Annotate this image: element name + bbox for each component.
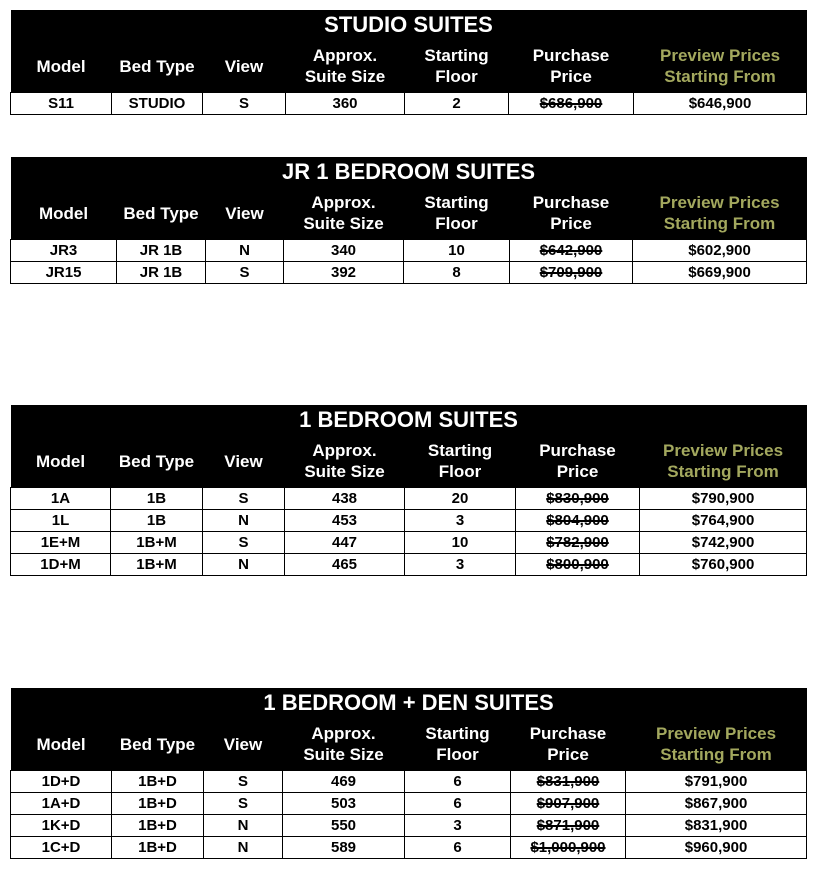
view-header: View [203,435,285,488]
view-cell: N [204,815,283,837]
section-title: STUDIO SUITES [11,10,807,40]
view-header: View [203,40,286,93]
suite-size-header-line1: Approx. [311,193,376,212]
floor-header [404,187,510,240]
bed-type-cell: 1B+D [112,837,204,859]
suite-size-cell: 469 [283,771,405,793]
floor-cell: 3 [405,554,516,576]
purchase-price-header-line2: Price [547,745,589,764]
table-row [11,771,807,793]
floor-header-line1: Starting [427,441,493,460]
purchase-price-cell: $686,900 [509,93,634,115]
jr-1-bedroom-suites-table [10,157,807,284]
suite-size-header [286,40,405,93]
model-cell: 1D+M [11,554,111,576]
view-cell: S [204,793,283,815]
model-cell: 1K+D [11,815,112,837]
floor-cell: 6 [405,771,511,793]
floor-cell: 20 [405,488,516,510]
bed-type-header: Bed Type [112,718,204,771]
table-row [11,793,807,815]
table-row [11,837,807,859]
floor-header-line2: Floor [435,67,478,86]
preview-price-header-line2: Starting From [663,214,776,233]
view-cell: S [206,262,284,284]
preview-price-header-line2: Starting From [664,67,776,86]
model-cell: 1D+D [11,771,112,793]
suite-size-header-line2: Suite Size [303,214,384,233]
view-cell: S [204,771,283,793]
view-cell: N [204,837,283,859]
view-header: View [206,187,284,240]
bed-type-cell: STUDIO [112,93,203,115]
bed-type-cell: 1B+D [112,771,204,793]
model-cell: JR15 [11,262,117,284]
purchase-price-cell: $642,900 [510,240,633,262]
bed-type-cell: 1B [111,488,203,510]
view-header: View [204,718,283,771]
floor-cell: 10 [405,532,516,554]
suite-size-header-line2: Suite Size [304,67,386,86]
preview-price-cell: $867,900 [626,793,807,815]
purchase-price-header-line1: Purchase [539,441,616,460]
suite-size-cell: 550 [283,815,405,837]
suite-size-header [285,435,405,488]
floor-cell: 10 [404,240,510,262]
table-row [11,262,807,284]
table-row [11,554,807,576]
model-header: Model [11,40,112,93]
section-title: JR 1 BEDROOM SUITES [11,157,807,187]
suite-size-header-line1: Approx. [311,724,376,743]
model-header: Model [11,187,117,240]
preview-price-header-line2: Starting From [667,462,779,481]
suite-size-cell: 392 [284,262,404,284]
section-title: 1 BEDROOM + DEN SUITES [11,688,807,718]
floor-cell: 2 [405,93,509,115]
suite-size-cell: 453 [285,510,405,532]
table-row [11,488,807,510]
model-cell: 1A [11,488,111,510]
suite-size-header-line2: Suite Size [304,462,385,481]
model-cell: 1E+M [11,532,111,554]
floor-cell: 3 [405,815,511,837]
bed-type-cell: 1B+D [112,793,204,815]
purchase-price-header-line1: Purchase [532,193,610,212]
bed-type-cell: 1B [111,510,203,532]
floor-header-line2: Floor [436,745,479,764]
purchase-price-cell: $871,900 [511,815,626,837]
suite-size-cell: 360 [286,93,405,115]
purchase-price-header [511,718,626,771]
preview-price-header-line1: Preview Prices [659,193,780,212]
floor-cell: 8 [404,262,510,284]
bed-type-cell: 1B+M [111,554,203,576]
purchase-price-cell: $782,900 [516,532,640,554]
preview-price-header [626,718,807,771]
column-headers [11,718,807,771]
purchase-price-header-line2: Price [550,214,592,233]
model-header: Model [11,435,111,488]
preview-price-header-line1: Preview Prices [663,441,784,460]
section-title: 1 BEDROOM SUITES [11,405,807,435]
suite-size-header-line1: Approx. [312,46,378,65]
preview-price-cell: $831,900 [626,815,807,837]
preview-price-header [633,187,807,240]
bed-type-cell: 1B+D [112,815,204,837]
view-cell: S [203,93,286,115]
purchase-price-header-line2: Price [556,462,599,481]
purchase-price-cell: $907,900 [511,793,626,815]
model-cell: JR3 [11,240,117,262]
floor-header-line1: Starting [425,724,490,743]
bed-type-header: Bed Type [112,40,203,93]
bed-type-header: Bed Type [117,187,206,240]
preview-price-header-line1: Preview Prices [660,46,781,65]
model-cell: 1C+D [11,837,112,859]
1-bedroom-den-suites-table [10,688,807,859]
column-headers [11,187,807,240]
floor-cell: 3 [405,510,516,532]
purchase-price-header [516,435,640,488]
view-cell: N [206,240,284,262]
preview-price-cell: $742,900 [640,532,807,554]
preview-price-cell: $669,900 [633,262,807,284]
purchase-price-header-line1: Purchase [529,724,607,743]
purchase-price-header-line1: Purchase [532,46,610,65]
preview-price-cell: $760,900 [640,554,807,576]
suite-size-cell: 438 [285,488,405,510]
purchase-price-cell: $804,900 [516,510,640,532]
view-cell: N [203,510,285,532]
floor-header [405,435,516,488]
view-cell: S [203,488,285,510]
purchase-price-header [510,187,633,240]
purchase-price-cell: $800,900 [516,554,640,576]
column-headers [11,40,807,93]
bed-type-cell: 1B+M [111,532,203,554]
purchase-price-header-line2: Price [550,67,592,86]
model-cell: 1A+D [11,793,112,815]
view-cell: N [203,554,285,576]
suite-size-cell: 465 [285,554,405,576]
floor-header-line2: Floor [438,462,482,481]
studio-suites-table [10,10,807,115]
purchase-price-header [509,40,634,93]
floor-header [405,40,509,93]
preview-price-cell: $646,900 [634,93,807,115]
preview-price-cell: $602,900 [633,240,807,262]
preview-price-header [634,40,807,93]
purchase-price-cell: $830,900 [516,488,640,510]
suite-size-cell: 340 [284,240,404,262]
suite-size-header [284,187,404,240]
preview-price-header [640,435,807,488]
floor-header-line2: Floor [435,214,478,233]
suite-size-cell: 447 [285,532,405,554]
bed-type-cell: JR 1B [117,262,206,284]
floor-header-line1: Starting [424,193,489,212]
floor-header-line1: Starting [424,46,489,65]
floor-cell: 6 [405,837,511,859]
table-row [11,240,807,262]
suite-size-cell: 503 [283,793,405,815]
preview-price-header-line1: Preview Prices [656,724,777,743]
table-row [11,815,807,837]
table-row [11,532,807,554]
suite-size-header [283,718,405,771]
preview-price-header-line2: Starting From [660,745,772,764]
preview-price-cell: $790,900 [640,488,807,510]
suite-size-header-line1: Approx. [312,441,377,460]
floor-header [405,718,511,771]
bed-type-header: Bed Type [111,435,203,488]
table-row [11,510,807,532]
column-headers [11,435,807,488]
purchase-price-cell: $1,000,900 [511,837,626,859]
table-row [11,93,807,115]
model-cell: S11 [11,93,112,115]
suite-size-header-line2: Suite Size [303,745,384,764]
floor-cell: 6 [405,793,511,815]
purchase-price-cell: $709,900 [510,262,633,284]
model-cell: 1L [11,510,111,532]
preview-price-cell: $764,900 [640,510,807,532]
preview-price-cell: $960,900 [626,837,807,859]
bed-type-cell: JR 1B [117,240,206,262]
preview-price-cell: $791,900 [626,771,807,793]
view-cell: S [203,532,285,554]
model-header: Model [11,718,112,771]
suite-size-cell: 589 [283,837,405,859]
purchase-price-cell: $831,900 [511,771,626,793]
1-bedroom-suites-table [10,405,807,576]
